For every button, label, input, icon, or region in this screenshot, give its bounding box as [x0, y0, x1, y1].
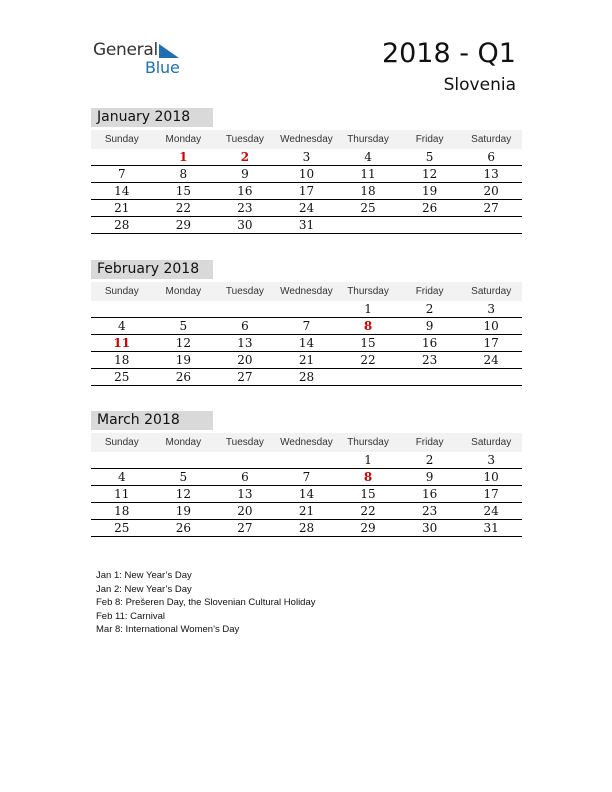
empty-day-cell: [91, 452, 153, 469]
day-cell: 26: [399, 200, 461, 217]
empty-day-cell: [337, 369, 399, 386]
weekday-label: Tuesday: [214, 130, 276, 149]
holiday-note: Jan 2: New Year’s Day: [96, 583, 192, 595]
week-row: [91, 200, 522, 217]
day-cell: 31: [460, 520, 522, 537]
week-row: [91, 369, 522, 386]
empty-day-cell: [460, 369, 522, 386]
day-cell: 22: [337, 352, 399, 369]
day-cell: 28: [276, 369, 338, 386]
empty-day-cell: [276, 301, 338, 318]
day-cell: 25: [91, 369, 153, 386]
weekday-label: Wednesday: [276, 282, 338, 301]
day-cell: 2: [214, 149, 276, 166]
day-cell: 2: [399, 301, 461, 318]
weekday-label: Friday: [399, 282, 461, 301]
day-cell: 23: [399, 503, 461, 520]
holiday-note: Jan 1: New Year’s Day: [96, 570, 192, 581]
logo-text-blue: Blue: [145, 58, 180, 77]
day-cell: 27: [460, 200, 522, 217]
weekday-label: Thursday: [337, 433, 399, 452]
empty-day-cell: [153, 452, 215, 469]
day-cell: 16: [214, 183, 276, 200]
weekday-label: Tuesday: [214, 282, 276, 301]
day-cell: 24: [460, 503, 522, 520]
weekday-header-row: [91, 282, 522, 301]
day-cell: 19: [153, 352, 215, 369]
day-cell: 28: [276, 520, 338, 537]
day-cell: 15: [337, 486, 399, 503]
month-block-february: [91, 260, 522, 386]
day-cell: 6: [460, 149, 522, 166]
day-cell: 5: [153, 318, 215, 335]
day-cell: 20: [460, 183, 522, 200]
weekday-header-row: [91, 433, 522, 452]
week-row: [91, 318, 522, 335]
holiday-note: Feb 8: Prešeren Day, the Slovenian Cultural Holiday: [96, 597, 316, 608]
day-cell: 8: [337, 469, 399, 486]
day-cell: 27: [214, 520, 276, 537]
day-cell: 24: [276, 200, 338, 217]
week-row: [91, 452, 522, 469]
holiday-note: Mar 8: International Women’s Day: [96, 624, 240, 635]
day-cell: 23: [399, 352, 461, 369]
empty-day-cell: [276, 452, 338, 469]
weekday-label: Thursday: [337, 282, 399, 301]
day-cell: 1: [337, 452, 399, 469]
day-cell: 21: [276, 503, 338, 520]
day-cell: 20: [214, 503, 276, 520]
weekday-label: Tuesday: [214, 433, 276, 452]
day-cell: 11: [91, 335, 153, 352]
day-cell: 8: [153, 166, 215, 183]
day-cell: 5: [153, 469, 215, 486]
day-cell: 30: [214, 217, 276, 234]
day-cell: 4: [91, 318, 153, 335]
weekday-label: Sunday: [91, 433, 153, 452]
day-cell: 9: [399, 318, 461, 335]
day-cell: 7: [91, 166, 153, 183]
page-title: 2018 - Q1: [381, 38, 516, 69]
month-table: [91, 282, 522, 386]
week-row: [91, 469, 522, 486]
day-cell: 14: [91, 183, 153, 200]
country-name: Slovenia: [443, 75, 516, 95]
day-cell: 17: [460, 486, 522, 503]
day-cell: 7: [276, 318, 338, 335]
day-cell: 5: [399, 149, 461, 166]
day-cell: 17: [460, 335, 522, 352]
day-cell: 14: [276, 335, 338, 352]
day-cell: 4: [91, 469, 153, 486]
day-cell: 12: [153, 335, 215, 352]
month-table: [91, 130, 522, 234]
day-cell: 21: [91, 200, 153, 217]
logo-text-general: General: [93, 40, 158, 60]
weekday-label: Monday: [153, 282, 215, 301]
day-cell: 31: [276, 217, 338, 234]
day-cell: 11: [337, 166, 399, 183]
month-table: [91, 433, 522, 537]
holiday-notes: [96, 569, 316, 637]
empty-day-cell: [399, 217, 461, 234]
day-cell: 6: [214, 318, 276, 335]
day-cell: 20: [214, 352, 276, 369]
day-cell: 13: [214, 335, 276, 352]
day-cell: 1: [153, 149, 215, 166]
day-cell: 15: [337, 335, 399, 352]
month-block-march: [91, 411, 522, 537]
weekday-header-row: [91, 130, 522, 149]
day-cell: 15: [153, 183, 215, 200]
day-cell: 22: [153, 200, 215, 217]
empty-day-cell: [460, 217, 522, 234]
day-cell: 9: [214, 166, 276, 183]
day-cell: 18: [337, 183, 399, 200]
day-cell: 11: [91, 486, 153, 503]
weekday-label: Friday: [399, 130, 461, 149]
empty-day-cell: [91, 301, 153, 318]
logo-triangle-icon: [159, 44, 181, 62]
day-cell: 30: [399, 520, 461, 537]
empty-day-cell: [153, 301, 215, 318]
empty-day-cell: [91, 149, 153, 166]
empty-day-cell: [214, 301, 276, 318]
week-row: [91, 217, 522, 234]
day-cell: 19: [153, 503, 215, 520]
day-cell: 9: [399, 469, 461, 486]
day-cell: 18: [91, 352, 153, 369]
day-cell: 26: [153, 369, 215, 386]
day-cell: 19: [399, 183, 461, 200]
day-cell: 4: [337, 149, 399, 166]
day-cell: 13: [214, 486, 276, 503]
week-row: [91, 486, 522, 503]
day-cell: 12: [153, 486, 215, 503]
day-cell: 10: [460, 318, 522, 335]
week-row: [91, 149, 522, 166]
logo: [93, 40, 193, 80]
day-cell: 18: [91, 503, 153, 520]
empty-day-cell: [337, 217, 399, 234]
week-row: [91, 335, 522, 352]
weekday-label: Sunday: [91, 130, 153, 149]
day-cell: 13: [460, 166, 522, 183]
weekday-label: Thursday: [337, 130, 399, 149]
day-cell: 10: [460, 469, 522, 486]
weekday-label: Monday: [153, 130, 215, 149]
weekday-label: Saturday: [460, 130, 522, 149]
day-cell: 3: [276, 149, 338, 166]
day-cell: 25: [337, 200, 399, 217]
weekday-label: Wednesday: [276, 130, 338, 149]
day-cell: 23: [214, 200, 276, 217]
day-cell: 16: [399, 335, 461, 352]
holiday-note: Feb 11: Carnival: [96, 610, 165, 622]
day-cell: 3: [460, 301, 522, 318]
month-title: March 2018: [91, 411, 213, 430]
month-block-january: [91, 108, 522, 234]
day-cell: 6: [214, 469, 276, 486]
empty-day-cell: [399, 369, 461, 386]
month-title: January 2018: [91, 108, 213, 127]
day-cell: 22: [337, 503, 399, 520]
day-cell: 8: [337, 318, 399, 335]
day-cell: 26: [153, 520, 215, 537]
week-row: [91, 183, 522, 200]
weekday-label: Saturday: [460, 433, 522, 452]
day-cell: 27: [214, 369, 276, 386]
week-row: [91, 166, 522, 183]
month-title: February 2018: [91, 260, 213, 279]
day-cell: 17: [276, 183, 338, 200]
weekday-label: Saturday: [460, 282, 522, 301]
day-cell: 24: [460, 352, 522, 369]
week-row: [91, 503, 522, 520]
day-cell: 21: [276, 352, 338, 369]
weekday-label: Sunday: [91, 282, 153, 301]
day-cell: 25: [91, 520, 153, 537]
day-cell: 10: [276, 166, 338, 183]
day-cell: 29: [337, 520, 399, 537]
day-cell: 7: [276, 469, 338, 486]
weekday-label: Friday: [399, 433, 461, 452]
day-cell: 2: [399, 452, 461, 469]
weekday-label: Wednesday: [276, 433, 338, 452]
day-cell: 1: [337, 301, 399, 318]
day-cell: 29: [153, 217, 215, 234]
week-row: [91, 520, 522, 537]
empty-day-cell: [214, 452, 276, 469]
weekday-label: Monday: [153, 433, 215, 452]
day-cell: 3: [460, 452, 522, 469]
day-cell: 14: [276, 486, 338, 503]
week-row: [91, 352, 522, 369]
day-cell: 28: [91, 217, 153, 234]
day-cell: 12: [399, 166, 461, 183]
day-cell: 16: [399, 486, 461, 503]
week-row: [91, 301, 522, 318]
